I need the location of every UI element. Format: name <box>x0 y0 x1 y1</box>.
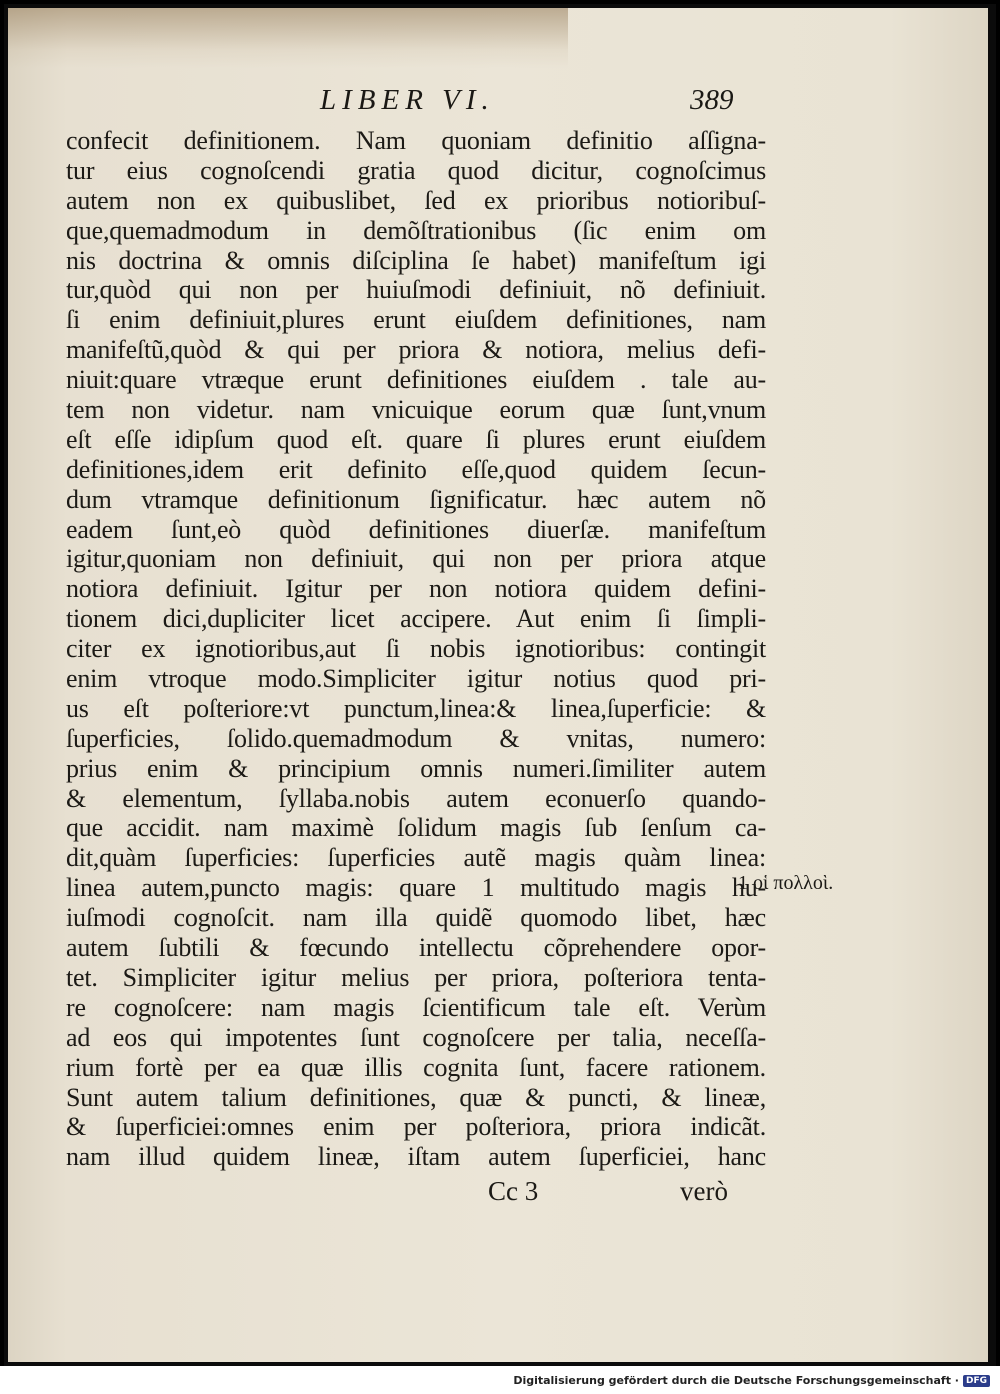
text-line: nam illud quidem lineæ, iſtam autem ſuperficiei, hanc <box>66 1142 766 1172</box>
dfg-logo-icon: DFG <box>963 1375 990 1387</box>
text-line: confecit definitionem. Nam quoniam definitio aſſigna- <box>66 126 766 155</box>
text-line: tur eius cognoſcendi gratia quod dicitur, cognoſcimus <box>66 155 766 185</box>
text-line: notiora definiuit. Igitur per non notiora quidem defini- <box>66 574 766 604</box>
text-line: ſuperficies, ſolido.quemadmodum & vnitas, numero: <box>66 723 766 753</box>
body-text <box>66 126 766 1172</box>
text-line: re cognoſcere: nam magis ſcientificum tale eſt. Verùm <box>66 992 766 1022</box>
text-line: enim vtroque modo.Simpliciter igitur notius quod pri- <box>66 664 766 694</box>
text-line: autem ſubtili & fœcundo intellectu cõprehendere opor- <box>66 933 766 963</box>
text-line: prius enim & principium omnis numeri.ſimiliter autem <box>66 753 766 783</box>
page-number: 389 <box>690 84 734 116</box>
text-line: eſt eſſe idipſum quod eſt. quare ſi plures erunt eiuſdem <box>66 424 766 454</box>
text-line: que accidit. nam maximè ſolidum magis ſub ſenſum ca- <box>66 813 766 843</box>
running-head-title: LIBER VI. <box>320 84 495 116</box>
text-line: nis doctrina & omnis diſciplina ſe habet) manifeſtum igi <box>66 245 766 275</box>
text-line: tet. Simpliciter igitur melius per priora, poſteriora tenta- <box>66 962 766 992</box>
text-line: eadem ſunt,eò quòd definitiones diuerſæ. manifeſtum <box>66 514 766 544</box>
text-line: & ſuperficiei:omnes enim per poſteriora, priora indicãt. <box>66 1112 766 1142</box>
margin-note: 1 οἱ πολλοὶ. <box>738 872 834 894</box>
text-line: iuſmodi cognoſcit. nam illa quidẽ quomodo libet, hæc <box>66 903 766 933</box>
credit-text: Digitalisierung gefördert durch die Deutsche Forschungsgemeinschaft · <box>513 1374 959 1387</box>
text-line: igitur,quoniam non definiuit, qui non per priora atque <box>66 544 766 574</box>
digitization-credit <box>513 1374 990 1387</box>
text-line: Sunt autem talium definitiones, quæ & puncti, & lineæ, <box>66 1082 766 1112</box>
text-line: ſi enim definiuit,plures erunt eiuſdem definitiones, nam <box>66 305 766 335</box>
text-line: manifeſtũ,quòd & qui per priora & notiora, melius defi- <box>66 335 766 365</box>
text-line: autem non ex quibuslibet, ſed ex prioribus notioribuſ- <box>66 185 766 215</box>
page-stain <box>8 8 568 68</box>
text-line: tionem dici,dupliciter licet accipere. Aut enim ſi ſimpli- <box>66 604 766 634</box>
text-line: dum vtramque definitionum ſignificatur. hæc autem nõ <box>66 484 766 514</box>
text-line: tem non videtur. nam vnicuique eorum quæ ſunt,vnum <box>66 395 766 425</box>
text-line: citer ex ignotioribus,aut ſi nobis ignotioribus: contingit <box>66 634 766 664</box>
text-line: que,quemadmodum in demõſtrationibus (ſic enim om <box>66 215 766 245</box>
catchword: verò <box>680 1176 728 1206</box>
text-line: ad eos qui impotentes ſunt cognoſcere per talia, neceſſa- <box>66 1022 766 1052</box>
text-line: tur,quòd qui non per huiuſmodi definiuit, nõ definiuit. <box>66 275 766 305</box>
text-line: definitiones,idem erit definito eſſe,quod quidem ſecun- <box>66 454 766 484</box>
text-line: dit,quàm ſuperficies: ſuperficies autẽ magis quàm linea: <box>66 843 766 873</box>
text-line: linea autem,puncto magis: quare 1 multitudo magis hu- <box>66 873 766 903</box>
text-line: & elementum, ſyllaba.nobis autem econuerſo quando- <box>66 783 766 813</box>
text-line: us eſt poſteriore:vt punctum,linea:& linea,ſuperficie: & <box>66 693 766 723</box>
text-line: rium fortè per ea quæ illis cognita ſunt, facere rationem. <box>66 1052 766 1082</box>
text-line: niuit:quare vtræque erunt definitiones eiuſdem . tale au- <box>66 365 766 395</box>
signature-mark: Cc 3 <box>488 1176 539 1206</box>
